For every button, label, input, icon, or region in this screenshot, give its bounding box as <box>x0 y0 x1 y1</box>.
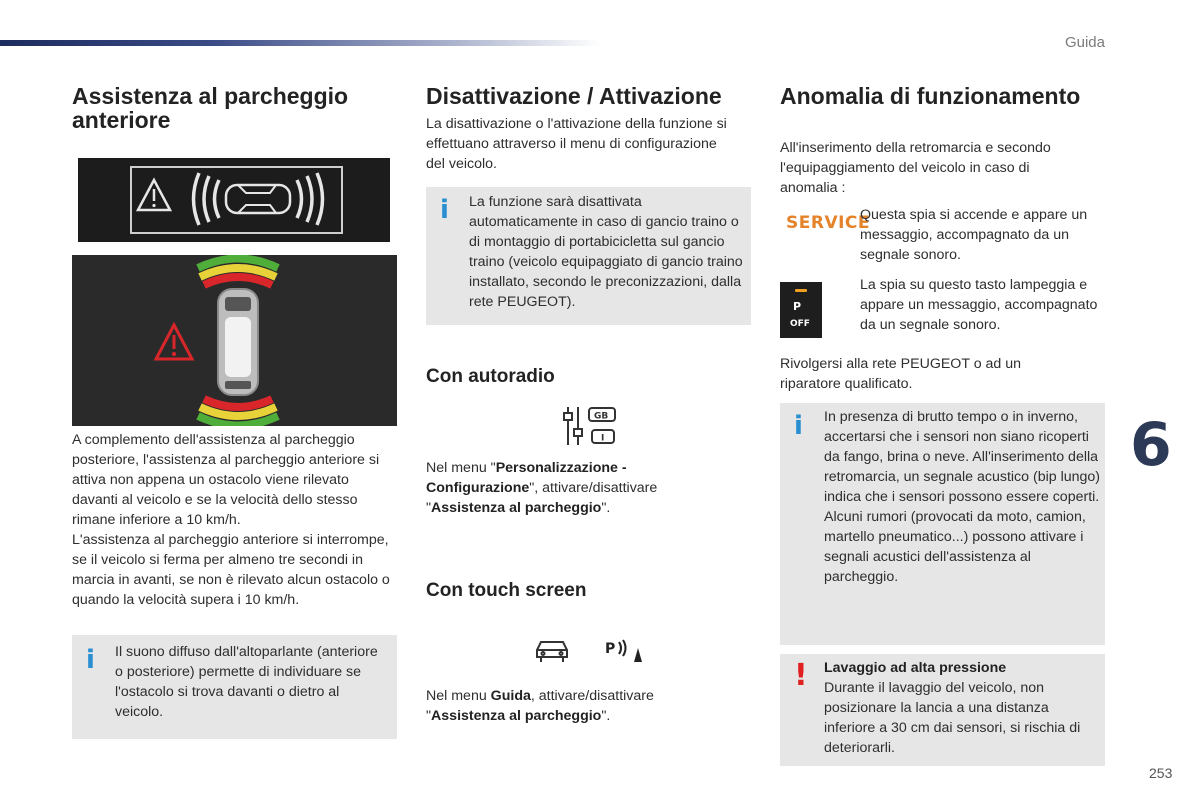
touch-menu-name: Guida <box>490 688 531 704</box>
park-assist-icon <box>604 638 644 664</box>
chapter-number: 6 <box>1130 410 1172 480</box>
header-accent-bar <box>0 40 600 46</box>
radio-text-mid: ", attivare/disattivare " <box>426 480 658 516</box>
info-icon: i <box>86 645 95 675</box>
col3-info-box <box>780 403 1105 645</box>
pk-text: La spia su questo tasto lampeggia e appare un messaggio, accompagnato da un segnale sonoro. <box>860 277 1098 333</box>
service-warning-icon: SERVICE <box>786 213 871 233</box>
col1-info-box <box>72 635 397 739</box>
radio-text-post: ". <box>601 500 611 516</box>
front-parking-display-image <box>78 158 390 242</box>
touch-text-mid: , attivare/disattivare " <box>426 688 654 724</box>
i-icon-label: I <box>601 433 605 444</box>
col3-title: Anomalia di funzionamento <box>780 83 1081 109</box>
pk-icon-off: OFF <box>790 319 810 329</box>
section-label: Guida <box>1064 34 1105 51</box>
radio-heading: Con autoradio <box>426 366 555 387</box>
warning-text: Durante il lavaggio del veicolo, non posizionare la lancia a una distanza inferiore a 30 cm dai sensori, si rischia di deteriorarli. <box>824 680 1081 756</box>
warning-icon: ! <box>794 658 808 693</box>
pk-icon-p: P <box>793 300 802 313</box>
touch-instructions <box>426 686 696 726</box>
col1-info-text: Il suono diffuso dall'altoparlante (anteriore o posteriore) permette di individuare se l'ostacolo si trova davanti o dietro al veicolo. <box>115 644 378 720</box>
info-icon: i <box>794 411 803 441</box>
svg-text:P: P <box>605 641 616 657</box>
radio-item-name: Assistenza al parcheggio <box>431 500 602 516</box>
info-icon: i <box>440 195 449 225</box>
col2-info-text: La funzione sarà disattivata automaticamente in caso di gancio traino o di montaggio di portabicicletta sul gancio traino (veicolo equipaggiato di gancio traino installato, secondo le preconizzazioni, dalla rete PEUGEOT). <box>469 194 743 310</box>
radio-menu-name: Personalizzazione - Configurazione <box>426 460 627 496</box>
warning-title: Lavaggio ad alta pressione <box>824 660 1007 676</box>
col1-body2: L'assistenza al parcheggio anteriore si interrompe, se il veicolo si ferma per almeno tre secondi in marcia in avanti, se non è rilevato alcun ostacolo o quando la velocità supera i 10 km/h. <box>72 532 390 608</box>
col3-warning-box <box>780 654 1105 766</box>
car-icon <box>533 637 573 665</box>
radio-text-pre: Nel menu " <box>426 460 496 476</box>
col2-title: Disattivazione / Attivazione <box>426 83 722 109</box>
col3-intro: All'inserimento della retromarcia e secondo l'equipaggiamento del veicolo in caso di anomalia : <box>780 140 1051 196</box>
col1-title: Assistenza al parcheggio anteriore <box>72 83 349 133</box>
sensor-zones-image <box>72 255 397 426</box>
touch-heading: Con touch screen <box>426 580 587 601</box>
touch-text-post: ". <box>601 708 611 724</box>
gb-icon-label: GB <box>594 411 609 422</box>
car-sensor-zones-icon <box>72 255 397 426</box>
settings-sliders-icon <box>563 405 619 447</box>
page-number: 253 <box>1149 765 1173 781</box>
led-indicator <box>795 289 807 292</box>
col2-info-box <box>426 187 751 325</box>
touch-text-pre: Nel menu <box>426 688 491 704</box>
parking-sensor-icon <box>78 158 390 242</box>
park-assist-off-button-icon <box>780 282 822 338</box>
col2-intro: La disattivazione o l'attivazione della funzione si effettuano attraverso il menu di configurazione del veicolo. <box>426 116 727 172</box>
col1-body: A complemento dell'assistenza al parcheggio posteriore, l'assistenza al parcheggio anteriore si attiva non appena un ostacolo viene rilevato davanti al veicolo e se la velocità dello stesso rimane inferiore a 10 km/h. <box>72 432 380 528</box>
col3-contact: Rivolgersi alla rete PEUGEOT o ad un riparatore qualificato. <box>780 356 1022 392</box>
radio-instructions <box>426 458 696 518</box>
col3-info-text: In presenza di brutto tempo o in inverno, accertarsi che i sensori non siano ricoperti da fango, brina o neve. All'inserimento della retromarcia, un segnale acustico (bip lungo) indica che i sensori possono essere coperti. Alcuni rumori (provocati da moto, camion, martello pneumatico...) possono attivare i segnali acustici dell'assistenza al parcheggio. <box>824 409 1101 585</box>
touch-item-name: Assistenza al parcheggio <box>431 708 602 724</box>
service-text: Questa spia si accende e appare un messaggio, accompagnato da un segnale sonoro. <box>860 207 1088 263</box>
